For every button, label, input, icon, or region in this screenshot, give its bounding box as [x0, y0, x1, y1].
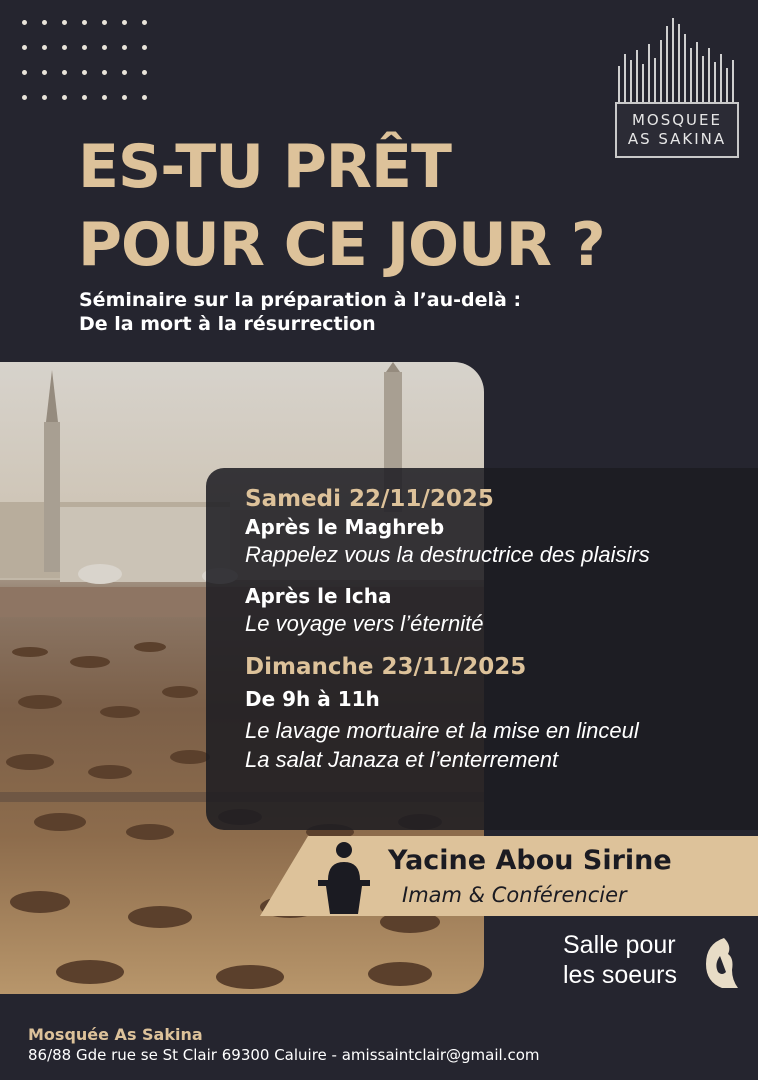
day-1-session-2-topic: Le voyage vers l’éternité [245, 611, 484, 636]
day-1-session-1-topic: Rappelez vous la destructrice des plaisirs [245, 542, 650, 567]
day-2-session-1-topic-2: La salat Janaza et l’enterrement [245, 747, 559, 772]
sisters-line-1: Salle pour [563, 931, 676, 959]
sisters-line-2: les soeurs [563, 961, 677, 989]
subtitle-line-1: Séminaire sur la préparation à l’au-delà : [79, 289, 522, 311]
day-2-session-1-topic-1: Le lavage mortuaire et la mise en linceul [245, 718, 639, 743]
logo-wordmark [615, 102, 739, 158]
logo-line-2: AS SAKINA [627, 130, 727, 148]
subtitle-line-2: De la mort à la résurrection [79, 313, 376, 335]
subtitle [79, 288, 521, 336]
schedule-panel [206, 468, 758, 830]
decorative-dots [22, 20, 147, 100]
day-2-date: Dimanche 23/11/2025 [245, 654, 527, 680]
speaker-name: Yacine Abou Sirine [388, 845, 672, 876]
footer-mosque-name: Mosquée As Sakina [28, 1025, 203, 1044]
day-1-date: Samedi 22/11/2025 [245, 486, 494, 512]
lectern-speaker-icon [314, 838, 374, 914]
logo-line-1: MOSQUEE [631, 111, 722, 129]
headline-line-2: POUR CE JOUR ? [78, 210, 605, 280]
sisters-room-label [563, 930, 677, 990]
day-2-session-1-time: De 9h à 11h [245, 687, 380, 711]
footer-address: 86/88 Gde rue se St Clair 69300 Caluire - amissaintclair@gmail.com [28, 1046, 540, 1064]
speaker-role: Imam & Conférencier [402, 883, 627, 907]
headline [78, 128, 605, 284]
mosque-skyline-icon [615, 14, 739, 102]
day-1-session-1-time: Après le Maghreb [245, 515, 445, 539]
headline-line-1: ES-TU PRÊT [78, 132, 451, 202]
day-1-session-2-time: Après le Icha [245, 584, 392, 608]
mosque-logo [615, 14, 739, 158]
veiled-woman-icon [698, 936, 742, 990]
